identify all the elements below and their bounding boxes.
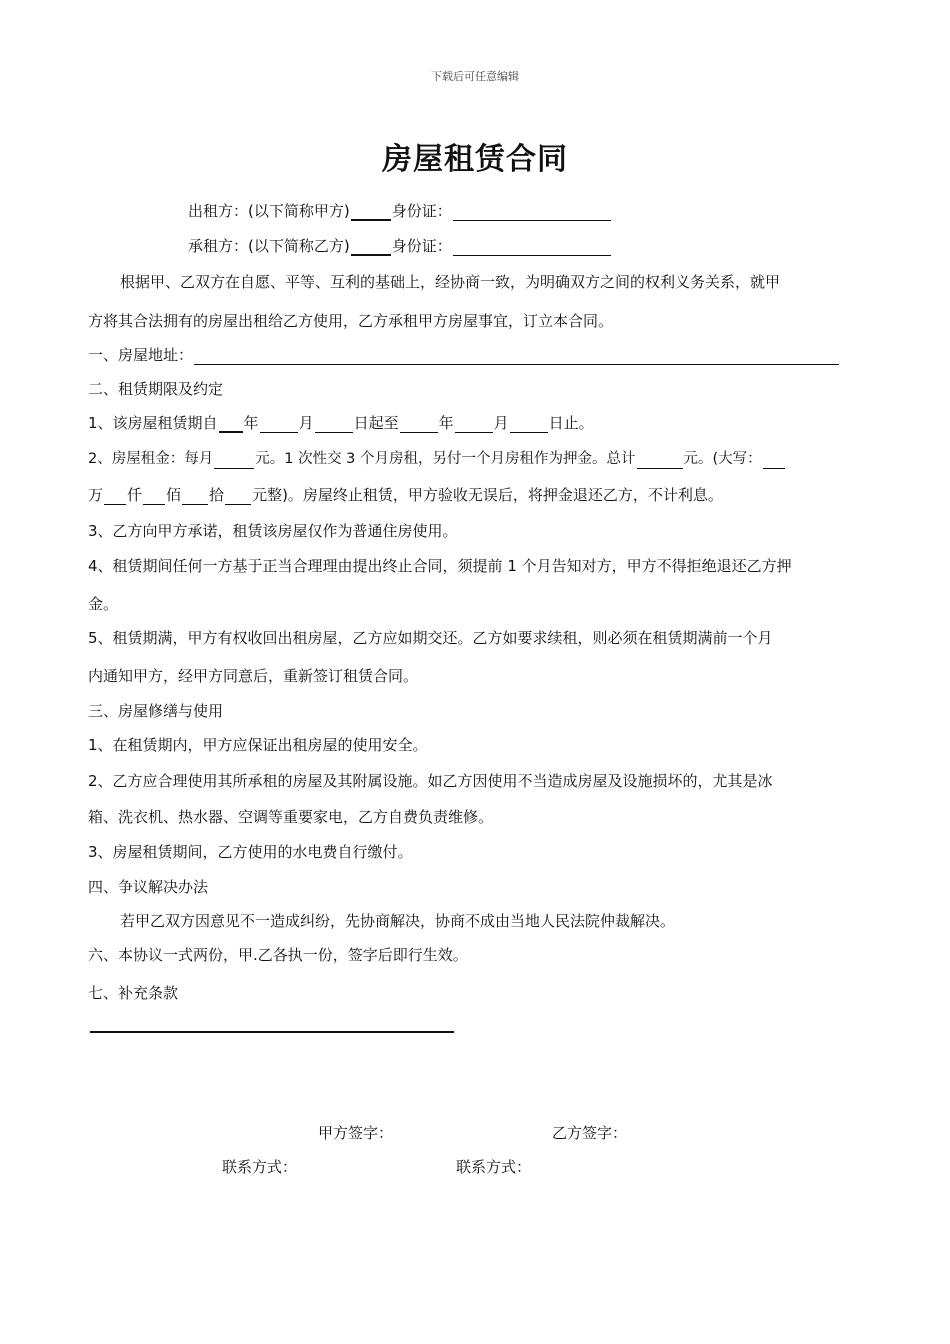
- monthly-rent-blank: [214, 452, 254, 469]
- section-3-item-2-line-1: 2、乙方应合理使用其所承租的房屋及其附属设施。如乙方因使用不当造成房屋及设施损坏的，尤其是冰: [88, 772, 773, 790]
- address-label: 一、房屋地址：: [88, 346, 194, 364]
- section-2-item-3: 3、乙方向甲方承诺，租赁该房屋仅作为普通住房使用。: [88, 522, 458, 540]
- lessee-line: [188, 236, 612, 256]
- party-a-contact-label: 联系方式：: [222, 1158, 298, 1176]
- party-b-contact-label: 联系方式：: [456, 1158, 532, 1176]
- section-3-item-3: 3、房屋租赁期间，乙方使用的水电费自行缴付。: [88, 843, 413, 861]
- total-amount-blank: [637, 452, 683, 469]
- item2-text-b: 元。1 次性交 3 个月房租，另付一个月房租作为押金。总计: [255, 451, 636, 467]
- section-2-item-2-line-1: [88, 449, 786, 469]
- address-blank: [194, 348, 839, 365]
- document-title: 房屋租赁合同: [382, 142, 568, 177]
- item1-text-d: 日起至: [353, 414, 399, 432]
- lessor-name-blank: [351, 203, 391, 221]
- section-2-item-4-line-1: 4、租赁期间任何一方基于正当合理理由提出终止合同，须提前 1 个月告知对方，甲方不得拒绝退还乙方押: [88, 557, 792, 575]
- item2-text-f: 佰: [166, 486, 182, 504]
- bai-blank: [143, 488, 165, 505]
- lessee-name-blank: [351, 238, 391, 256]
- item1-text-a: 1、该房屋租赁期自: [88, 414, 218, 432]
- section-7-heading: 七、补充条款: [88, 984, 179, 1002]
- wan-blank: [763, 452, 785, 469]
- party-b-signature-label: 乙方签字：: [552, 1124, 628, 1142]
- item2-text-e: 仟: [127, 486, 143, 504]
- item2-text-h: 元整)。房屋终止租赁，甲方验收无误后，将押金退还乙方，不计利息。: [252, 486, 723, 504]
- section-2-item-5-line-2: 内通知甲方，经甲方同意后，重新签订租赁合同。: [88, 667, 419, 685]
- intro-line-2: 方将其合法拥有的房屋出租给乙方使用，乙方承租甲方房屋事宜，订立本合同。: [88, 312, 614, 330]
- header-note: 下载后可任意编辑: [431, 70, 519, 83]
- lessee-label: 承租方：(以下简称乙方): [188, 237, 350, 255]
- section-1-address: [88, 345, 840, 365]
- party-a-signature-label: 甲方签字：: [318, 1124, 394, 1142]
- section-3-item-2-line-2: 箱、洗衣机、热水器、空调等重要家电，乙方自费负责维修。: [88, 808, 494, 826]
- section-2-heading: 二、租赁期限及约定: [88, 380, 224, 398]
- start-month-blank: [260, 416, 298, 433]
- supplementary-terms-line: [90, 1031, 454, 1033]
- intro-line-1: 根据甲、乙双方在自愿、平等、互利的基础上，经协商一致，为明确双方之间的权利义务关系，就甲: [120, 273, 781, 291]
- item2-text-g: 拾: [209, 486, 225, 504]
- start-day-blank: [315, 416, 353, 433]
- lessor-id-blank: [453, 204, 611, 221]
- item1-text-b: 年: [243, 414, 259, 432]
- section-3-heading: 三、房屋修缮与使用: [88, 702, 224, 720]
- lessor-line: [188, 201, 612, 221]
- lessor-label: 出租方：(以下简称甲方): [188, 202, 350, 220]
- section-2-item-2-line-2: [88, 485, 723, 505]
- end-year-blank: [400, 416, 438, 433]
- item1-text-f: 月: [493, 414, 509, 432]
- item2-text-d: 万: [88, 486, 104, 504]
- shi-blank: [182, 488, 208, 505]
- lessee-id-blank: [453, 239, 611, 256]
- item1-text-e: 年: [438, 414, 454, 432]
- item1-text-c: 月: [298, 414, 314, 432]
- section-4-heading: 四、争议解决办法: [88, 878, 209, 896]
- yuan-blank: [225, 488, 251, 505]
- section-4-text: 若甲乙双方因意见不一造成纠纷，先协商解决，协商不成由当地人民法院仲裁解决。: [120, 912, 676, 930]
- section-6-text: 六、本协议一式两份，甲.乙各执一份，签字后即行生效。: [88, 946, 468, 964]
- section-2-item-4-line-2: 金。: [88, 595, 119, 613]
- item2-text-a: 2、房屋租金：每月: [88, 451, 214, 467]
- item2-text-c: 元。(大写：: [683, 451, 762, 467]
- end-day-blank: [510, 416, 548, 433]
- item1-text-g: 日止。: [548, 414, 594, 432]
- end-month-blank: [455, 416, 493, 433]
- lessee-id-label: 身份证：: [391, 237, 452, 255]
- lessor-id-label: 身份证：: [391, 202, 452, 220]
- start-year-blank: [219, 415, 243, 433]
- section-3-item-1: 1、在租赁期内，甲方应保证出租房屋的使用安全。: [88, 736, 428, 754]
- section-2-item-1: [88, 413, 594, 433]
- qian-blank: [104, 488, 126, 505]
- section-2-item-5-line-1: 5、租赁期满，甲方有权收回出租房屋，乙方应如期交还。乙方如要求续租，则必须在租赁期满前一个月: [88, 629, 773, 647]
